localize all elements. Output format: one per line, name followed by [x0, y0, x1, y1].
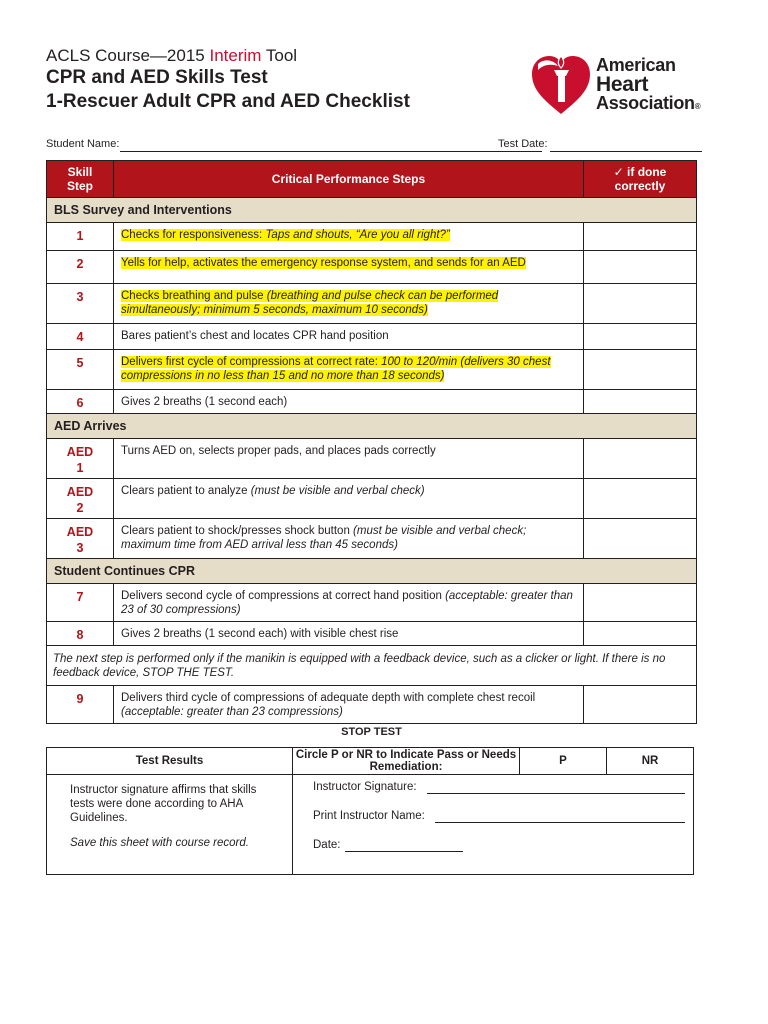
circle-instruction: Circle P or NR to Indicate Pass or Needs Remediation:	[293, 748, 520, 775]
step-description: Delivers second cycle of compressions at correct hand position (acceptable: greater than 23 of 30 compressions)	[114, 584, 584, 622]
test-date-label: Test Date:	[498, 138, 548, 150]
skill-step-header: Skill Step	[47, 161, 114, 198]
check-cell[interactable]	[584, 479, 697, 519]
date-label: Date:	[313, 839, 341, 851]
feedback-device-note: The next step is performed only if the manikin is equipped with a feedback device, such as a clicker or light. If there is no feedback device, STOP THE TEST.	[47, 646, 697, 686]
date-field[interactable]	[345, 851, 463, 852]
step-number: 3	[47, 284, 114, 324]
interim-label: Interim	[209, 46, 262, 65]
step-description: Gives 2 breaths (1 second each)	[114, 390, 584, 414]
table-row	[47, 686, 697, 724]
step-description: Clears patient to analyze (must be visible and verbal check)	[114, 479, 584, 519]
print-name-row	[313, 810, 683, 839]
table-row	[47, 324, 697, 350]
check-cell[interactable]	[584, 284, 697, 324]
print-name-field[interactable]	[435, 822, 685, 823]
signature-cell	[293, 775, 694, 875]
save-note: Save this sheet with course record.	[70, 837, 249, 849]
step-number: 5	[47, 350, 114, 390]
table-row	[47, 439, 697, 479]
print-name-label: Print Instructor Name:	[313, 810, 425, 822]
step-number: 9	[47, 686, 114, 724]
course-line	[46, 46, 410, 66]
table-row	[47, 519, 697, 559]
check-cell[interactable]	[584, 519, 697, 559]
step-number: 7	[47, 584, 114, 622]
check-cell[interactable]	[584, 622, 697, 646]
step-description: Turns AED on, selects proper pads, and places pads correctly	[114, 439, 584, 479]
step-number: 4	[47, 324, 114, 350]
stop-test-label: STOP TEST	[341, 726, 402, 738]
section-continues-cpr: Student Continues CPR	[47, 559, 697, 584]
step-description: Delivers first cycle of compressions at correct rate: 100 to 120/min (delivers 30 chest compressions in no less than 15 and no more than 18 seconds)	[114, 350, 584, 390]
step-description: Clears patient to shock/presses shock button (must be visible and verbal check; maximum time from AED arrival less than 45 seconds)	[114, 519, 584, 559]
step-description: Delivers third cycle of compressions of adequate depth with complete chest recoil (acceptable: greater than 23 compressions)	[114, 686, 584, 724]
results-header-row	[47, 748, 694, 775]
step-description: Bares patient’s chest and locates CPR hand position	[114, 324, 584, 350]
check-cell[interactable]	[584, 350, 697, 390]
step-number: 6	[47, 390, 114, 414]
check-cell[interactable]	[584, 439, 697, 479]
table-row	[47, 223, 697, 251]
tool-label: Tool	[261, 46, 298, 65]
check-cell[interactable]	[584, 584, 697, 622]
table-row	[47, 479, 697, 519]
table-row	[47, 350, 697, 390]
check-cell[interactable]	[584, 686, 697, 724]
table-row	[47, 284, 697, 324]
student-name-field[interactable]	[120, 151, 542, 152]
aha-logo	[530, 52, 710, 118]
step-number: 1	[47, 223, 114, 251]
critical-steps-header: Critical Performance Steps	[114, 161, 584, 198]
document-header	[46, 46, 410, 114]
logo-word-american: American	[596, 55, 676, 75]
check-cell[interactable]	[584, 390, 697, 414]
step-number: AED 2	[47, 479, 114, 519]
logo-word-heart: Heart	[596, 73, 649, 96]
step-description: Checks for responsiveness: Taps and shouts, “Are you all right?”	[114, 223, 584, 251]
step-number: 2	[47, 251, 114, 284]
checklist-table	[46, 160, 697, 724]
heart-torch-icon	[530, 52, 592, 118]
check-header: ✓ if done correctly	[584, 161, 697, 198]
student-name-label: Student Name:	[46, 138, 120, 150]
step-number: 8	[47, 622, 114, 646]
step-description: Gives 2 breaths (1 second each) with visible chest rise	[114, 622, 584, 646]
instructor-signature-row	[313, 781, 683, 810]
check-cell[interactable]	[584, 324, 697, 350]
signature-row	[47, 775, 694, 875]
affirmation-cell	[47, 775, 293, 875]
logo-word-association: Association	[596, 93, 695, 113]
step-number: AED 1	[47, 439, 114, 479]
step-description: Checks breathing and pulse (breathing and pulse check can be performed simultaneously; minimum 5 seconds, maximum 10 seconds)	[114, 284, 584, 324]
affirmation-text: Instructor signature affirms that skills tests were done according to AHA Guidelines.	[70, 784, 257, 824]
table-row	[47, 390, 697, 414]
date-row	[313, 839, 683, 868]
step-description: Yells for help, activates the emergency response system, and sends for an AED	[114, 251, 584, 284]
title-line-2: 1-Rescuer Adult CPR and AED Checklist	[46, 91, 410, 112]
table-header-row	[47, 161, 697, 198]
registered-mark: ®	[694, 102, 701, 111]
step-number: AED 3	[47, 519, 114, 559]
section-bls: BLS Survey and Interventions	[47, 198, 697, 223]
instructor-signature-label: Instructor Signature:	[313, 781, 417, 793]
table-row	[47, 251, 697, 284]
section-aed: AED Arrives	[47, 414, 697, 439]
test-results-label: Test Results	[47, 748, 293, 775]
table-row	[47, 584, 697, 622]
instructor-signature-field[interactable]	[427, 793, 685, 794]
pass-option[interactable]: P	[520, 748, 607, 775]
results-table	[46, 747, 694, 875]
title-line-1: CPR and AED Skills Test	[46, 67, 268, 88]
logo-wordmark	[596, 56, 700, 116]
test-date-field[interactable]	[550, 151, 702, 152]
course-prefix: ACLS Course—2015	[46, 46, 210, 65]
needs-remediation-option[interactable]: NR	[607, 748, 694, 775]
check-cell[interactable]	[584, 251, 697, 284]
table-row	[47, 622, 697, 646]
check-cell[interactable]	[584, 223, 697, 251]
